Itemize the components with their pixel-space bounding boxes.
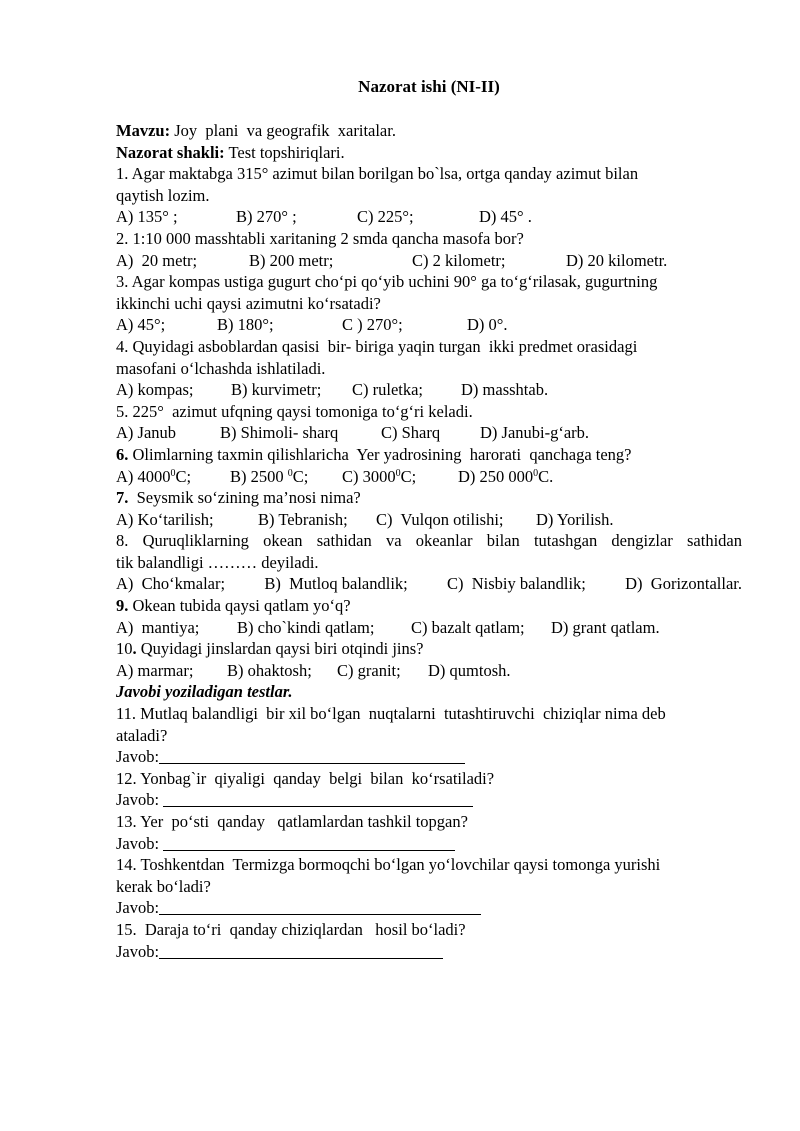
option-b: B) Mutloq balandlik; (264, 574, 408, 594)
question-5-options (116, 422, 742, 444)
option-d: D) Yorilish. (536, 509, 614, 529)
section-heading: Javobi yoziladigan testlar. (116, 682, 293, 702)
question-number: 9. (116, 596, 129, 616)
answer-blank[interactable] (163, 834, 455, 851)
option-d: D) masshtab. (461, 380, 549, 400)
question-6-body: Olimlarning taxmin qilishlaricha Yer yadrosining harorati qanchaga teng? (128, 444, 632, 464)
option-d: D) Gorizontallar. (625, 574, 742, 594)
question-4-options (116, 379, 742, 401)
question-13-answer (116, 833, 742, 855)
question-11-text-cont: ataladi? (116, 725, 168, 745)
option-c: C) Sharq (381, 423, 441, 443)
question-11-text: 11. Mutlaq balandligi bir xil bo‘lgan nuqtalarni tutashtiruvchi chiziqlar nima deb (116, 704, 666, 724)
option-c: C) bazalt qatlam; (411, 617, 525, 637)
answer-label: Javob: (116, 790, 164, 810)
option-a: A) Cho‘kmalar; (116, 574, 226, 594)
question-number-dot: . (132, 639, 137, 659)
option-c: C) 225°; (357, 207, 414, 227)
form-text: Test topshiriqlari. (224, 142, 345, 162)
question-15-text: 15. Daraja to‘ri qanday chiziqlardan hosil bo‘ladi? (116, 919, 466, 939)
option-d: D) 45° . (479, 207, 532, 227)
option-d: D) Janubi-g‘arb. (480, 423, 590, 443)
question-3-text: 3. Agar kompas ustiga gugurt cho‘pi qo‘yib uchini 90° ga to‘g‘rilasak, gugurtning (116, 272, 658, 292)
question-8-options (116, 573, 742, 595)
option-b: B) 200 metr; (249, 250, 334, 270)
option-b: B) cho`kindi qatlam; (237, 617, 375, 637)
question-10-body: Quyidagi jinslardan qaysi biri otqindi jins? (136, 639, 424, 659)
question-10-text (116, 638, 742, 660)
question-12-answer (116, 789, 742, 811)
question-6-options (116, 466, 742, 488)
question-9-body: Okean tubida qaysi qatlam yo‘q? (128, 596, 351, 616)
question-5-text: 5. 225° azimut ufqning qaysi tomoniga to‘g‘ri keladi. (116, 401, 473, 421)
question-11-answer (116, 746, 742, 768)
answer-label: Javob: (116, 941, 160, 961)
question-14-text: 14. Toshkentdan Termizga bormoqchi bo‘lgan yo‘lovchilar qaysi tomonga yurishi (116, 855, 661, 875)
question-2-options (116, 250, 742, 272)
question-1-text: 1. Agar maktabga 315° azimut bilan borilgan bo`lsa, ortga qanday azimut bilan (116, 164, 639, 184)
option-a: A) mantiya; (116, 617, 200, 637)
option-c: C) 2 kilometr; (412, 250, 506, 270)
option-c: C) granit; (337, 660, 401, 680)
question-8-text: 8. Quruqliklarning okean sathidan va okeanlar bilan tutashgan dengizlar sathidan (116, 531, 742, 551)
option-b: B) 2500 $^0$C; (230, 466, 309, 486)
page-title: Nazorat ishi (NI-II) (358, 77, 500, 96)
answer-label: Javob: (116, 747, 160, 767)
question-13-text: 13. Yer po‘sti qanday qatlamlardan tashkil topgan? (116, 812, 468, 831)
question-6-text (116, 444, 742, 466)
answer-blank[interactable] (159, 898, 481, 915)
question-10-options (116, 660, 742, 682)
topic-label: Mavzu: (116, 121, 171, 140)
question-1-text-cont: qaytish lozim. (116, 185, 210, 205)
question-4-text: 4. Quyidagi asboblardan qasisi bir- biriga yaqin turgan ikki predmet orasidagi (116, 336, 638, 356)
option-b: B) ohaktosh; (227, 660, 312, 680)
question-3-text-cont: ikkinchi uchi qaysi azimutni ko‘rsatadi? (116, 293, 381, 313)
form-label: Nazorat shakli: (116, 142, 225, 162)
option-a: A) marmar; (116, 660, 194, 680)
question-number: 7. (116, 488, 129, 508)
question-3-options (116, 314, 742, 336)
option-b: B) kurvimetr; (231, 380, 322, 400)
option-a: A) 4000$^0$C; (116, 466, 192, 486)
option-b: B) 270° ; (236, 207, 297, 227)
option-a: A) 20 metr; (116, 250, 198, 270)
question-9-options (116, 617, 742, 639)
form-line (116, 142, 742, 164)
topic-line (116, 120, 742, 142)
option-b: B) Tebranish; (258, 509, 348, 529)
question-4-text-cont: masofani o‘lchashda ishlatiladi. (116, 358, 326, 378)
question-9-text (116, 595, 742, 617)
answer-label: Javob: (116, 898, 160, 918)
option-d: D) grant qatlam. (551, 617, 660, 637)
option-d: D) 20 kilometr. (566, 250, 668, 270)
option-a: A) kompas; (116, 380, 194, 400)
answer-blank[interactable] (159, 942, 443, 959)
question-7-options (116, 509, 742, 531)
option-c: C) 3000$^0$C; (342, 466, 417, 486)
option-d: D) 0°. (467, 315, 508, 335)
question-8-text-cont: tik balandligi ……… deyiladi. (116, 552, 319, 572)
option-c: C) ruletka; (352, 380, 424, 400)
question-7-body: Seysmik so‘zining ma’nosi nima? (128, 488, 361, 508)
answer-label: Javob: (116, 833, 164, 853)
question-15-answer (116, 941, 742, 963)
question-14-answer (116, 897, 742, 919)
question-7-text (116, 487, 742, 509)
document-body (116, 120, 742, 962)
answer-blank[interactable] (163, 790, 473, 807)
option-a: A) 135° ; (116, 207, 178, 227)
question-14-text-cont: kerak bo‘ladi? (116, 876, 211, 896)
question-number: 6. (116, 444, 129, 464)
option-c: C ) 270°; (342, 315, 403, 335)
question-1-options (116, 206, 742, 228)
option-d: D) 250 $000^0C$. (458, 466, 554, 486)
question-12-text: 12. Yonbag`ir qiyaligi qanday belgi bilan ko‘rsatiladi? (116, 768, 495, 788)
option-d: D) qumtosh. (428, 660, 511, 680)
option-a: A) Janub (116, 423, 177, 443)
question-2-text: 2. 1:10 000 masshtabli xaritaning 2 smda qancha masofa bor? (116, 228, 524, 248)
question-number: 10 (116, 639, 133, 659)
topic-text: Joy plani va geografik xaritalar. (170, 121, 396, 140)
option-b: B) Shimoli- sharq (220, 423, 339, 443)
option-b: B) 180°; (217, 315, 274, 335)
option-a: A) Ko‘tarilish; (116, 509, 214, 529)
option-c: C) Nisbiy balandlik; (447, 574, 586, 594)
answer-blank[interactable] (159, 747, 465, 764)
option-c: C) Vulqon otilishi; (376, 509, 504, 529)
option-a: A) 45°; (116, 315, 166, 335)
